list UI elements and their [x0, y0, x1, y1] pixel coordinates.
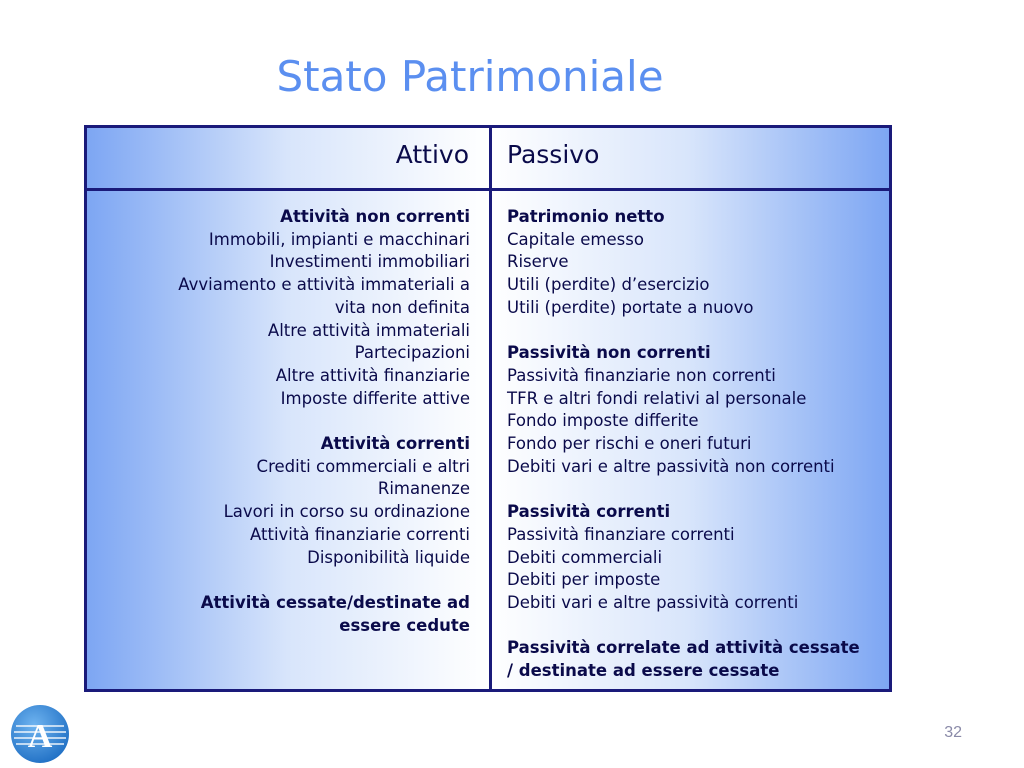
attivo-item: Immobili, impianti e macchinari — [208, 229, 470, 249]
attivo-item: vita non definita — [334, 297, 470, 317]
attivo-item: Investimenti immobiliari — [269, 252, 470, 272]
spacer — [117, 569, 470, 592]
passivo-item: Fondo imposte differite — [507, 411, 699, 431]
balance-sheet-table — [84, 125, 892, 692]
attivo-section-heading: Attività cessate/destinate ad — [200, 592, 470, 612]
passivo-item: Debiti per imposte — [507, 570, 661, 590]
passivo-item: Passività finanziarie non correnti — [507, 365, 776, 385]
attivo-item: Altre attività finanziarie — [275, 365, 470, 385]
passivo-item: Debiti vari e altre passività correnti — [507, 592, 799, 612]
passivo-item: Utili (perdite) portate a nuovo — [507, 297, 754, 317]
passivo-item: Utili (perdite) d’esercizio — [507, 275, 710, 295]
passivo-item: Passività finanziare correnti — [507, 524, 735, 544]
table-header-row — [87, 128, 889, 191]
passivo-section-heading: Patrimonio netto — [507, 207, 665, 226]
attivo-item: Lavori in corso su ordinazione — [223, 502, 470, 522]
page-number: 32 — [944, 724, 962, 741]
passivo-item: Debiti vari e altre passività non correnti — [507, 456, 835, 476]
attivo-section-heading: essere cedute — [339, 615, 470, 635]
slide-title: Stato Patrimoniale — [276, 52, 664, 101]
passivo-header: Passivo — [507, 140, 600, 169]
svg-text:A: A — [27, 718, 53, 755]
passivo-section-heading: Passività correnti — [507, 502, 671, 522]
passivo-item: Fondo per rischi e oneri futuri — [507, 434, 752, 454]
attivo-item: Imposte differite attive — [280, 388, 470, 408]
spacer — [117, 410, 470, 433]
passivo-section-heading: / destinate ad essere cessate — [507, 661, 780, 681]
passivo-item: Capitale emesso — [507, 229, 644, 249]
attivo-header: Attivo — [395, 140, 469, 169]
attivo-item: Disponibilità liquide — [307, 547, 470, 567]
passivo-section-heading: Passività non correnti — [507, 343, 711, 363]
attivo-item: Attività finanziarie correnti — [250, 524, 470, 544]
attivo-section-heading: Attività correnti — [320, 434, 470, 454]
passivo-item: TFR e altri fondi relativi al personale — [507, 388, 807, 408]
attivo-item: Partecipazioni — [354, 343, 470, 363]
attivo-item: Altre attività immateriali — [267, 320, 470, 340]
passivo-column — [507, 206, 892, 683]
spacer — [507, 615, 892, 638]
passivo-item: Riserve — [507, 252, 569, 272]
attivo-item: Crediti commerciali e altri — [256, 456, 470, 476]
passivo-section-heading: Passività correlate ad attività cessate — [507, 638, 860, 658]
spacer — [507, 320, 892, 343]
attivo-item: Rimanenze — [377, 479, 470, 499]
spacer — [507, 478, 892, 501]
attivo-item: Avviamento e attività immateriali a — [178, 275, 470, 295]
attivo-section-heading: Attività non correnti — [280, 207, 470, 226]
company-logo-icon — [10, 704, 70, 764]
column-divider — [489, 128, 492, 689]
passivo-item: Debiti commerciali — [507, 547, 663, 567]
attivo-column — [117, 206, 470, 637]
